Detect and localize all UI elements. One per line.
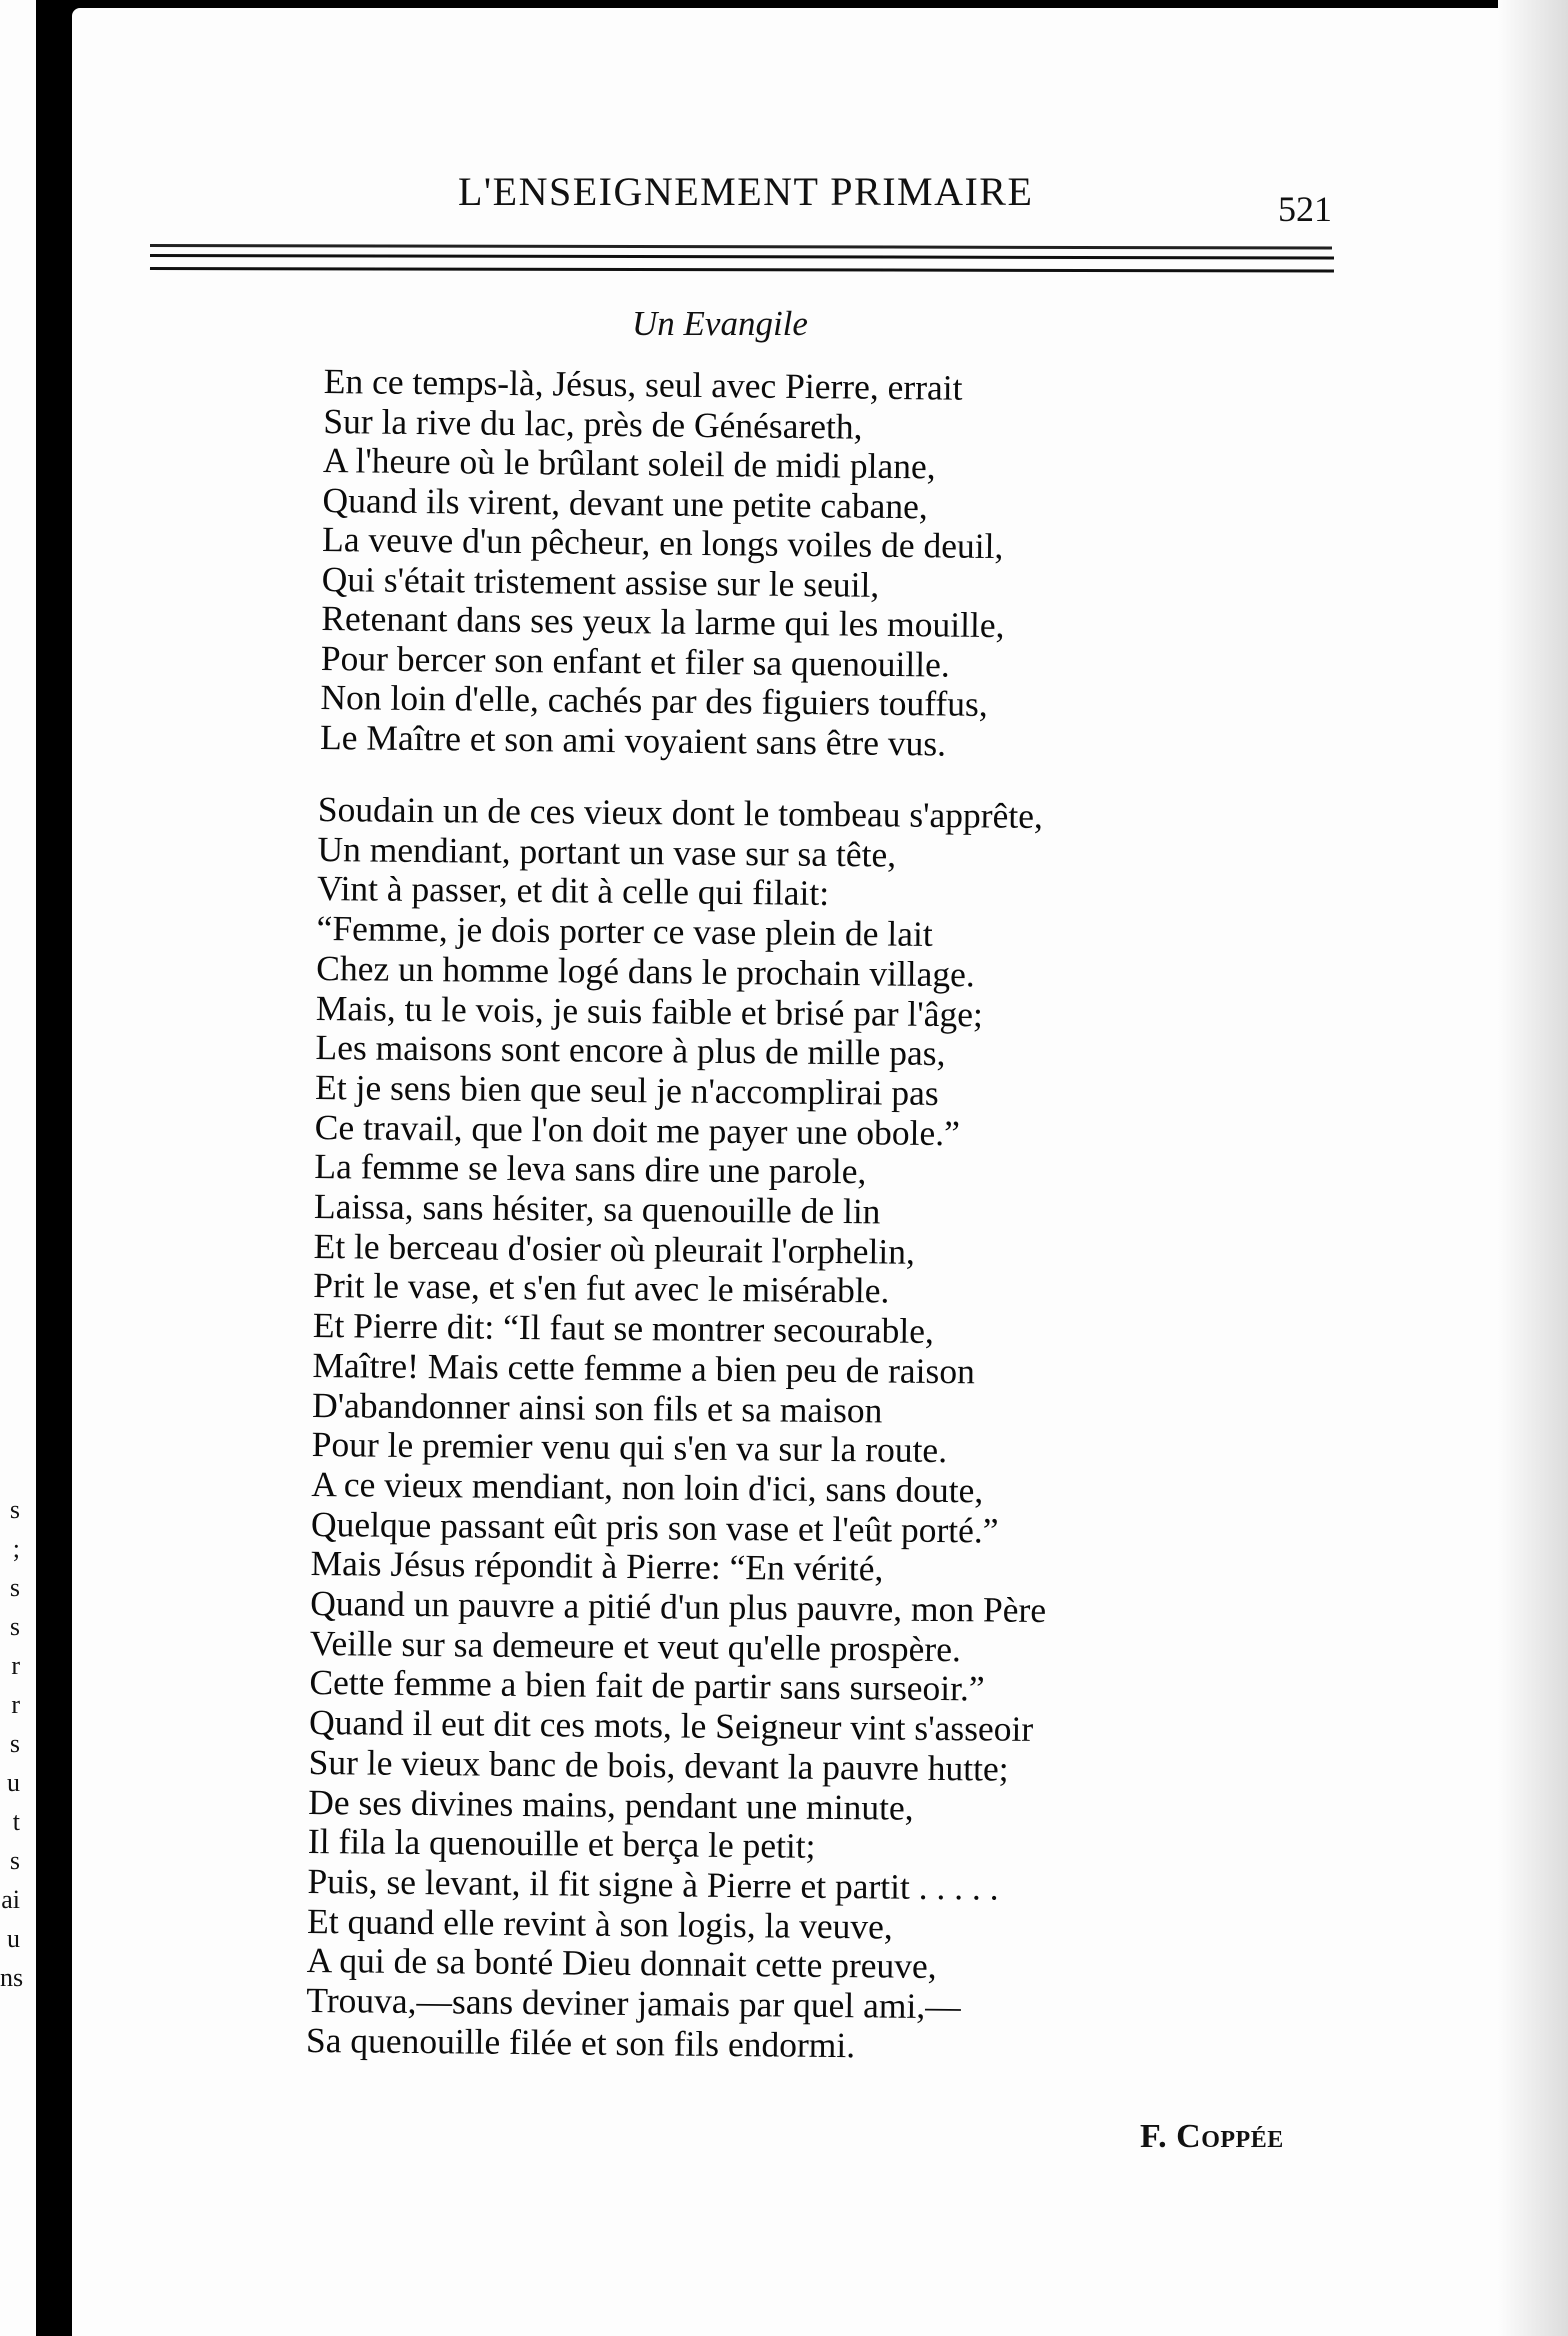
poem-line: Non loin d'elle, cachés par des figuiers touffus, bbox=[320, 676, 988, 724]
poem-line: D'abandonner ainsi son fils et sa maison bbox=[311, 1384, 883, 1430]
poem-line: Retenant dans ses yeux la larme qui les mouille, bbox=[321, 597, 1005, 646]
poem-line: Cette femme a bien fait de partir sans surseoir.” bbox=[309, 1662, 985, 1709]
poem-line: Le Maître et son ami voyaient sans être vus. bbox=[319, 716, 947, 764]
poem-line: Mais, tu le vois, je suis faible et brisé par l'âge; bbox=[315, 987, 984, 1034]
margin-fragment: r bbox=[11, 1690, 20, 1719]
margin-fragment: s bbox=[9, 1729, 20, 1758]
poem-line: Et Pierre dit: “Il faut se montrer secourable, bbox=[312, 1305, 935, 1352]
poem-line: La femme se leva sans dire une parole, bbox=[314, 1146, 867, 1192]
poem-line: Et quand elle revint à son logis, la veuve, bbox=[306, 1900, 893, 1947]
poem-line: Il fila la quenouille et berça le petit; bbox=[307, 1821, 816, 1867]
margin-fragment: u bbox=[7, 1768, 20, 1797]
poem-line: A ce vieux mendiant, non loin d'ici, sans doute, bbox=[311, 1463, 984, 1511]
margin-fragment: ns bbox=[0, 1963, 24, 1992]
poem-line: A l'heure où le brûlant soleil de midi plane, bbox=[322, 439, 936, 487]
poem-title: Un Evangile bbox=[632, 304, 808, 343]
margin-fragment: s bbox=[9, 1846, 20, 1875]
margin-fragment: s bbox=[9, 1573, 20, 1602]
poem-line: Ce travail, que l'on doit me payer une obole.” bbox=[314, 1106, 961, 1153]
header-rule-double bbox=[150, 254, 1334, 272]
poem-stanza-2 bbox=[306, 790, 1054, 2068]
poem-line: Sur le vieux banc de bois, devant la pauvre hutte; bbox=[308, 1741, 1009, 1789]
poem-line: Maître! Mais cette femme a bien peu de raison bbox=[312, 1344, 976, 1392]
page-number: 521 bbox=[1278, 189, 1332, 229]
poem-line: Les maisons sont encore à plus de mille pas, bbox=[315, 1027, 946, 1074]
poem-line: Un mendiant, portant un vase sur sa tête, bbox=[317, 828, 897, 875]
poem-line: A qui de sa bonté Dieu donnait cette preuve, bbox=[306, 1940, 937, 1987]
margin-fragment: s bbox=[9, 1495, 20, 1524]
previous-page-text-fragments bbox=[0, 1490, 24, 1997]
margin-fragment: t bbox=[12, 1807, 20, 1836]
poem-stanza-1 bbox=[320, 362, 1007, 764]
margin-fragment: ; bbox=[12, 1534, 20, 1563]
poem-line: Quand ils virent, devant une petite cabane, bbox=[322, 479, 929, 526]
poem-line: Prit le vase, et s'en fut avec le misérable. bbox=[313, 1265, 890, 1311]
margin-fragment: r bbox=[11, 1651, 20, 1680]
page-gutter-shadow bbox=[1498, 0, 1568, 2336]
poem-line: Quand il eut dit ces mots, le Seigneur vint s'asseoir bbox=[308, 1702, 1034, 1750]
poem-line: Et je sens bien que seul je n'accomplirai pas bbox=[314, 1066, 939, 1113]
poem-line: Puis, se levant, il fit signe à Pierre et partit . . . . . bbox=[307, 1860, 999, 1908]
poem-line: Pour bercer son enfant et filer sa quenouille. bbox=[320, 637, 951, 685]
poem-line: Trouva,—sans deviner jamais par quel ami,— bbox=[306, 1980, 961, 2027]
poem-line: Quand un pauvre a pitié d'un plus pauvre, mon Père bbox=[310, 1583, 1047, 1631]
poem-line: Mais Jésus répondit à Pierre: “En vérité, bbox=[310, 1543, 884, 1589]
poem-line: De ses divines mains, pendant une minute, bbox=[308, 1781, 914, 1828]
margin-fragment: ai bbox=[1, 1885, 20, 1914]
poem-line: La veuve d'un pêcheur, en longs voiles de deuil, bbox=[321, 518, 1004, 567]
poem-line: En ce temps-là, Jésus, seul avec Pierre, errait bbox=[323, 361, 963, 408]
margin-fragment: s bbox=[9, 1612, 20, 1641]
poem-line: Sa quenouille filée et son fils endormi. bbox=[305, 2019, 856, 2066]
poem-line: Et le berceau d'osier où pleurait l'orphelin, bbox=[313, 1225, 916, 1272]
running-header-title: L'ENSEIGNEMENT PRIMAIRE bbox=[458, 169, 1034, 214]
poem-author: F. Coppée bbox=[1140, 2118, 1284, 2155]
poem-line: Qui s'était tristement assise sur le seuil, bbox=[321, 558, 880, 605]
poem-line: Veille sur sa demeure et veut qu'elle prospère. bbox=[309, 1622, 962, 1669]
poem-line: Pour le premier venu qui s'en va sur la route. bbox=[311, 1424, 948, 1471]
poem-line: Sur la rive du lac, près de Génésareth, bbox=[323, 400, 863, 447]
poem-line: Quelque passant eût pris son vase et l'eût porté.” bbox=[310, 1503, 999, 1551]
poem-line: Soudain un de ces vieux dont le tombeau s'apprête, bbox=[317, 789, 1044, 836]
poem-line: “Femme, je dois porter ce vase plein de lait bbox=[316, 908, 933, 955]
poem-line: Laissa, sans hésiter, sa quenouille de lin bbox=[313, 1186, 881, 1232]
poem-line: Chez un homme logé dans le prochain village. bbox=[316, 947, 976, 995]
previous-page-edge bbox=[0, 0, 36, 2336]
poem-line: Vint à passer, et dit à celle qui filait: bbox=[316, 868, 830, 914]
margin-fragment: u bbox=[7, 1924, 20, 1953]
